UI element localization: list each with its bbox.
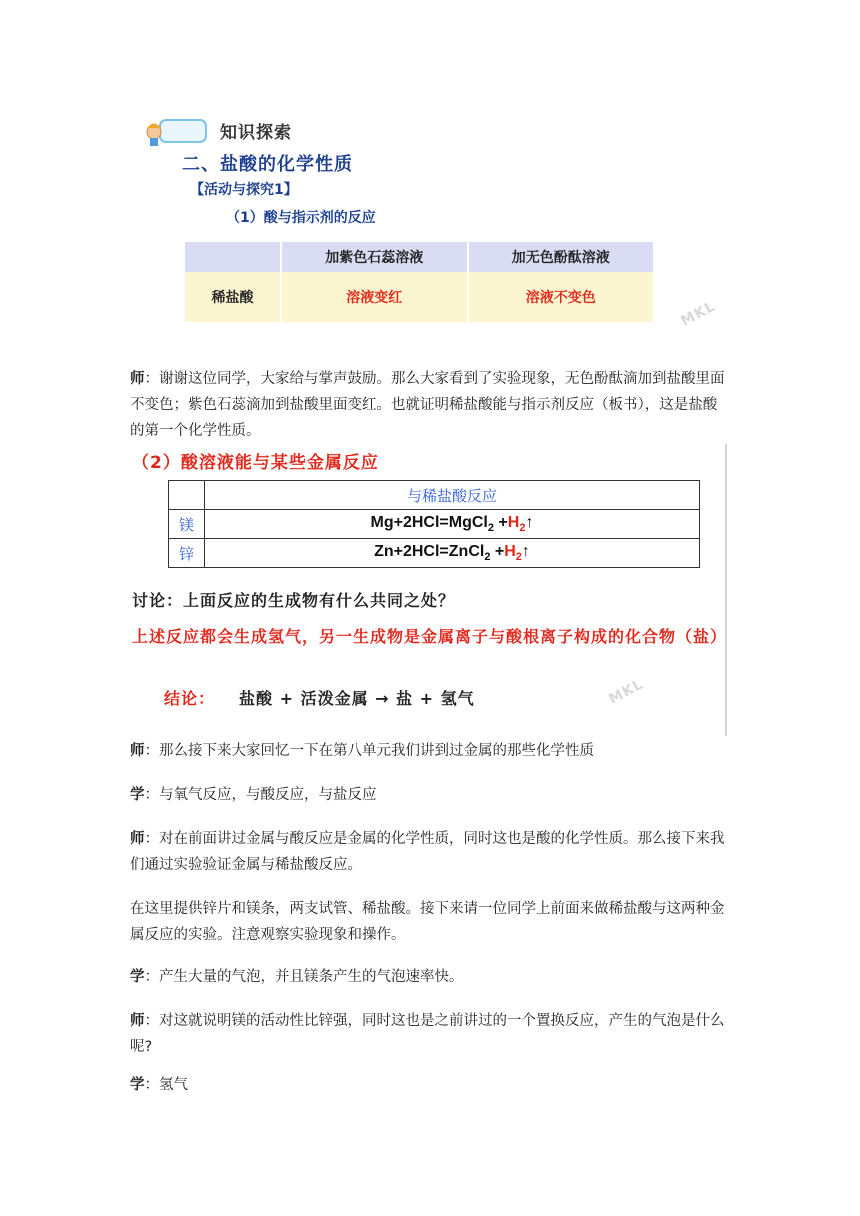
table-row	[169, 539, 700, 568]
gas-arrow-icon: ↑	[521, 542, 530, 560]
header-cell: 加紫色石蕊溶液	[281, 242, 468, 272]
paragraph-text: ：与氧气反应，与酸反应，与盐反应	[144, 787, 377, 803]
discussion-answer: 上述反应都会生成氢气，另一生成物是金属离子与酸根离子构成的化合物（盐）	[132, 627, 728, 646]
header-cell	[185, 242, 281, 272]
speaker-label: 学	[130, 1077, 145, 1093]
activity-title: 【活动与探究1】	[190, 182, 298, 198]
gas-arrow-icon: ↑	[525, 513, 534, 531]
paragraph-teacher-4	[130, 1008, 730, 1060]
paragraph-student-1	[130, 782, 730, 808]
equation-cell: Zn+2HCl=ZnCl$_2$ $+H_2↑$	[205, 539, 700, 568]
discussion-question: 讨论：上面反应的生成物有什么共同之处？	[132, 591, 456, 610]
paragraph-text: ：那么接下来大家回忆一下在第八单元我们讲到过金属的那些化学性质	[144, 743, 594, 759]
paragraph-instruction	[130, 896, 730, 948]
speaker-label: 师	[130, 743, 145, 759]
paragraph-teacher-2	[130, 738, 730, 764]
paragraph-text: ：氢气	[144, 1077, 188, 1093]
paragraph-text: 在这里提供锌片和镁条，两支试管、稀盐酸。接下来请一位同学上前面来做稀盐酸与这两种金属反应的实验。注意观察实验现象和操作。	[130, 901, 725, 943]
table-header-row	[185, 242, 654, 272]
slide-title: （2）酸溶液能与某些金属反应	[132, 453, 379, 473]
indicator-table	[185, 242, 655, 322]
paragraph-teacher-1	[130, 366, 730, 444]
slide-indicator-reaction	[130, 108, 730, 348]
speaker-label: 学	[130, 787, 145, 803]
paragraph-text: ：谢谢这位同学，大家给与掌声鼓励。那么大家看到了实验现象，无色酚酞滴加到盐酸里面不变色；紫色石蕊滴加到盐酸里面变红。也就证明稀盐酸能与指示剂反应（板书），这是盐酸的第一个化学性质。	[130, 371, 725, 439]
subtitle: （1）酸与指示剂的反应	[226, 210, 376, 226]
table-row	[185, 272, 654, 322]
speaker-label: 学	[130, 969, 145, 985]
equation-cell: Mg+2HCl=MgCl$_2$ $+H_2↑$	[205, 510, 700, 539]
header-cell: 加无色酚酞溶液	[468, 242, 655, 272]
result-cell: 溶液不变色	[468, 272, 655, 322]
table-row	[169, 510, 700, 539]
result-cell: 溶液变红	[281, 272, 468, 322]
paragraph-teacher-3	[130, 826, 730, 878]
conclusion-text: 盐酸 + 活泼金属 → 盐 + 氢气	[239, 689, 475, 708]
watermark: MKL	[678, 298, 719, 330]
section-title: 二、盐酸的化学性质	[182, 154, 353, 175]
paragraph-text: ：产生大量的气泡，并且镁条产生的气泡速率快。	[144, 969, 464, 985]
row-label: 稀盐酸	[185, 272, 281, 322]
metal-cell: 锌	[169, 539, 205, 568]
paragraph-student-3	[130, 1072, 730, 1098]
conclusion	[164, 686, 475, 709]
watermark: MKL	[606, 676, 647, 708]
paragraph-text: ：对这就说明镁的活动性比锌强，同时这也是之前讲过的一个置换反应，产生的气泡是什么呢?	[130, 1013, 725, 1055]
knowledge-title: 知识探索	[220, 123, 292, 143]
speaker-label: 师	[130, 1013, 145, 1029]
header-cell: 与稀盐酸反应	[205, 481, 700, 510]
paragraph-student-2	[130, 964, 730, 990]
speaker-label: 师	[130, 371, 145, 387]
metal-cell: 镁	[169, 510, 205, 539]
table-header-row	[169, 481, 700, 510]
conclusion-label: 结论：	[164, 689, 216, 708]
paragraph-text: ：对在前面讲过金属与酸反应是金属的化学性质，同时这也是酸的化学性质。那么接下来我们通过实验验证金属与稀盐酸反应。	[130, 831, 725, 873]
speaker-label: 师	[130, 831, 145, 847]
metal-reaction-table	[168, 480, 700, 568]
cartoon-scroll-icon	[140, 114, 210, 148]
slide-metal-reaction	[128, 440, 728, 734]
